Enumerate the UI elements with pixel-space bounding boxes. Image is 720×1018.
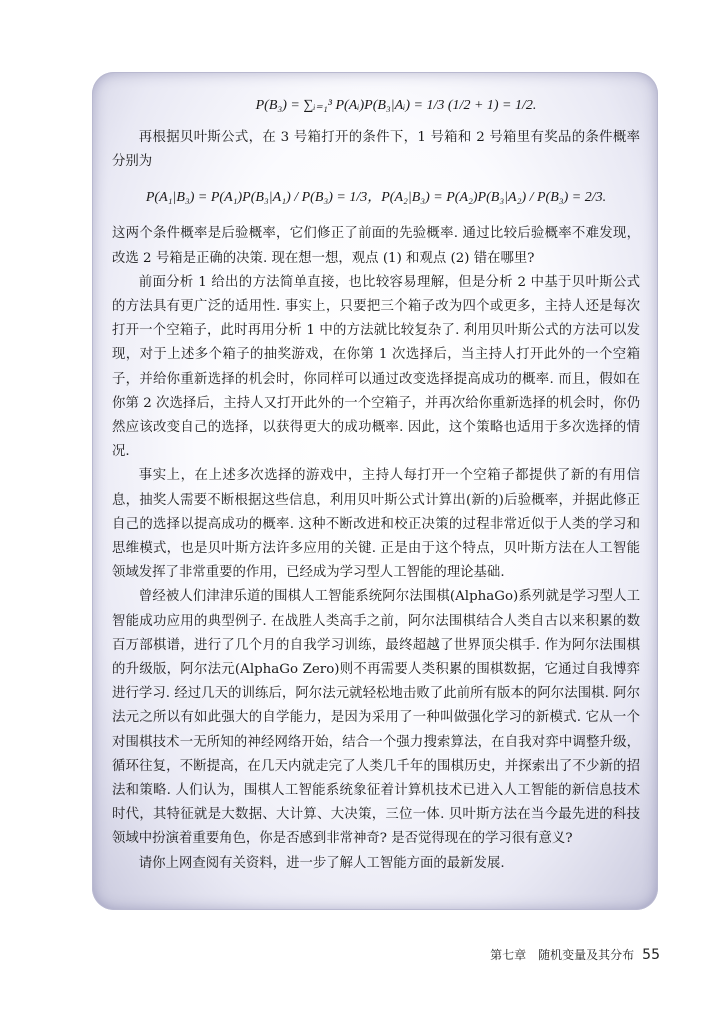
paragraph-4: 事实上，在上述多次选择的游戏中，主持人每打开一个空箱子都提供了新的有用信息，抽奖人需要不断根据这些信息，利用贝叶斯公式计算出(新的)后验概率，并据此修正自己的选择以提高成功的概率. 这种不断改进和校正决策的过程非常近似于人类的学习和思维模式，也是贝叶斯方法许多应用的关键. 正是由于这个特点，贝叶斯方法在人工智能领域发挥了非常重要的作用，已经成为学习型人工智能的理论基础. bbox=[112, 468, 640, 581]
page-footer bbox=[490, 946, 660, 963]
page-number: 55 bbox=[642, 947, 660, 963]
paragraph-2: 这两个条件概率是后验概率，它们修正了前面的先验概率. 通过比较后验概率不难发现，改选 2 号箱是正确的决策. 现在想一想，观点 (1) 和观点 (2) 错在哪里? bbox=[112, 226, 640, 266]
paragraph-6: 请你上网查阅有关资料，进一步了解人工智能方面的最新发展. bbox=[138, 855, 505, 871]
paragraph-3: 前面分析 1 给出的方法简单直接，也比较容易理解，但是分析 2 中基于贝叶斯公式的方法具有更广泛的适用性. 事实上，只要把三个箱子改为四个或更多，主持人还是每次打开一个空箱子，此时再用分析 1 中的方法就比较复杂了. 利用贝叶斯公式的方法可以发现，对于上述多个箱子的抽奖游戏，在你第 1 次选择后，当主持人打开此外的一个空箱子，并给你重新选择的机会时，你同样可以通过改变选择提高成功的概率. 而且，假如在你第 2 次选择后，主持人又打开此外的一个空箱子，并再次给你重新选择的机会时，你仍然应该改变自己的选择，以获得更大的成功概率. 因此，这个策略也适用于多次选择的情况. bbox=[112, 274, 640, 460]
paragraph-5: 曾经被人们津津乐道的围棋人工智能系统阿尔法围棋(AlphaGo)系列就是学习型人工智能成功应用的典型例子. 在战胜人类高手之前，阿尔法围棋结合人类自古以来积累的数百万部棋谱，进行了几个月的自我学习训练，最终超越了世界顶尖棋手. 作为阿尔法围棋的升级版，阿尔法元(AlphaGo Zero)则不再需要人类积累的围棋数据，它通过自我博弈进行学习. 经过几天的训练后，阿尔法元就轻松地击败了此前所有版本的阿尔法围棋. 阿尔法元之所以有如此强大的自学能力，是因为采用了一种叫做强化学习的新模式. 它从一个对围棋技术一无所知的神经网络开始，结合一个强力搜索算法，在自我对弈中调整升级，循环往复，不断提高，在几天内就走完了人类几千年的围棋历史，并探索出了不少新的招法和策略. 人们认为，围棋人工智能系统象征着计算机技术已进入人工智能的新信息技术时代，其特征就是大数据、大计算、大决策，三位一体. 贝叶斯方法在当今最先进的科技领域中扮演着重要角色，你是否感到非常神奇? 是否觉得现在的学习很有意义? bbox=[112, 589, 640, 847]
paragraph-1: 再根据贝叶斯公式，在 3 号箱打开的条件下，1 号箱和 2 号箱里有奖品的条件概率分别为 bbox=[112, 130, 640, 170]
page-content bbox=[112, 86, 640, 876]
equation-total-probability: P(B₃) = ∑ᵢ₌₁³ P(Aᵢ)P(B₃|Aᵢ) = 1/3 (1/2 + 1) = 1/2. bbox=[255, 98, 537, 113]
equation-conditional-probability: P(A₁|B₃) = P(A₁)P(B₃|A₁) / P(B₃) = 1/3，P(A₂|B₃) = P(A₂)P(B₃|A₂) / P(B₃) = 2/3. bbox=[145, 190, 607, 206]
chapter-title: 第七章 随机变量及其分布 bbox=[490, 948, 635, 962]
